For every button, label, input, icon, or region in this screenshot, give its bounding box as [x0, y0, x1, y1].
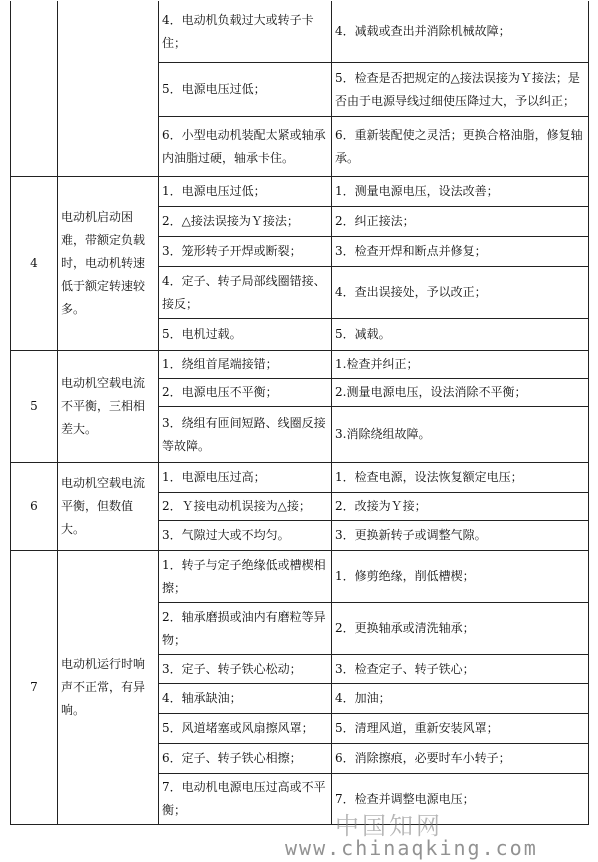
fault-number-cell — [11, 1, 58, 177]
cause-cell: 3．气隙过大或不均匀。 — [159, 521, 332, 551]
fault-symptom-cell — [58, 1, 159, 177]
remedy-cell: 2.测量电源电压，设法消除不平衡； — [332, 379, 589, 407]
remedy-cell: 7．检查并调整电源电压； — [332, 774, 589, 825]
remedy-cell: 3．检查定子、转子铁心； — [332, 655, 589, 684]
cause-cell: 5．电机过载。 — [159, 319, 332, 351]
cause-cell: 2．Ｙ接电动机误接为△接； — [159, 493, 332, 521]
cause-cell: 4．电动机负载过大或转子卡住； — [159, 1, 332, 63]
remedy-cell: 4．查出误接处，予以改正； — [332, 267, 589, 319]
remedy-cell: 5．清理风道，重新安装风罩； — [332, 714, 589, 744]
fault-symptom-cell: 电动机运行时响声不正常，有异响。 — [58, 551, 159, 825]
remedy-cell: 2．更换轴承或清洗轴承； — [332, 603, 589, 655]
remedy-cell: 2．纠正接法； — [332, 207, 589, 237]
cause-cell: 2．△接法误接为Ｙ接法； — [159, 207, 332, 237]
cause-cell: 1．电源电压过低； — [159, 177, 332, 207]
cause-cell: 2．轴承磨损或油内有磨粒等异物； — [159, 603, 332, 655]
fault-table — [10, 0, 589, 825]
cause-cell: 7．电动机电源电压过高或不平衡； — [159, 774, 332, 825]
remedy-cell: 4．减载或查出并消除机械故障； — [332, 1, 589, 63]
table-row — [11, 463, 589, 493]
cause-cell: 1．转子与定子绝缘低或槽楔相擦； — [159, 551, 332, 603]
remedy-cell: 1．检查电源，设法恢复额定电压； — [332, 463, 589, 493]
fault-symptom-cell: 电动机空载电流平衡，但数值大。 — [58, 463, 159, 551]
remedy-cell: 3．检查开焊和断点并修复； — [332, 237, 589, 267]
remedy-cell: 6．消除擦痕，必要时车小转子； — [332, 744, 589, 774]
remedy-cell: 3.消除绕组故障。 — [332, 407, 589, 463]
table-row — [11, 177, 589, 207]
remedy-cell: 6．重新装配使之灵活；更换合格油脂，修复轴承。 — [332, 117, 589, 177]
fault-number-cell: 4 — [11, 177, 58, 351]
remedy-cell: 4．加油； — [332, 684, 589, 714]
cause-cell: 3．笼形转子开焊或断裂； — [159, 237, 332, 267]
table-row — [11, 351, 589, 379]
cause-cell: 4．定子、转子局部线圈错接、接反； — [159, 267, 332, 319]
fault-number-cell: 5 — [11, 351, 58, 463]
cause-cell: 5．电源电压过低； — [159, 63, 332, 117]
remedy-cell: 3．更换新转子或调整气隙。 — [332, 521, 589, 551]
fault-number-cell: 6 — [11, 463, 58, 551]
remedy-cell: 5．检查是否把规定的△接法误接为Ｙ接法；是否由于电源导线过细使压降过大，予以纠正； — [332, 63, 589, 117]
remedy-cell: 5．减载。 — [332, 319, 589, 351]
table-row — [11, 1, 589, 63]
cause-cell: 3．绕组有匝间短路、线圈反接等故障。 — [159, 407, 332, 463]
cause-cell: 3．定子、转子铁心松动； — [159, 655, 332, 684]
cause-cell: 2．电源电压不平衡； — [159, 379, 332, 407]
remedy-cell: 2．改接为Ｙ接； — [332, 493, 589, 521]
cause-cell: 1．电源电压过高； — [159, 463, 332, 493]
fault-number-cell: 7 — [11, 551, 58, 825]
remedy-cell: 1.检查并纠正； — [332, 351, 589, 379]
watermark-text: 中国知网 — [335, 812, 443, 840]
cause-cell: 1．绕组首尾端接错； — [159, 351, 332, 379]
cause-cell: 6．小型电动机装配太紧或轴承内油脂过硬，轴承卡住。 — [159, 117, 332, 177]
cause-cell: 6．定子、转子铁心相擦； — [159, 744, 332, 774]
fault-symptom-cell: 电动机启动困难，带额定负载时，电动机转速低于额定转速较多。 — [58, 177, 159, 351]
table-row — [11, 551, 589, 603]
remedy-cell: 1．修剪绝缘，削低槽楔； — [332, 551, 589, 603]
cause-cell: 4．轴承缺油； — [159, 684, 332, 714]
remedy-cell: 1．测量电源电压，设法改善； — [332, 177, 589, 207]
fault-symptom-cell: 电动机空载电流不平衡，三相相差大。 — [58, 351, 159, 463]
website-watermark: www.chinaqking.com — [285, 836, 538, 860]
cause-cell: 5．风道堵塞或风扇擦风罩； — [159, 714, 332, 744]
